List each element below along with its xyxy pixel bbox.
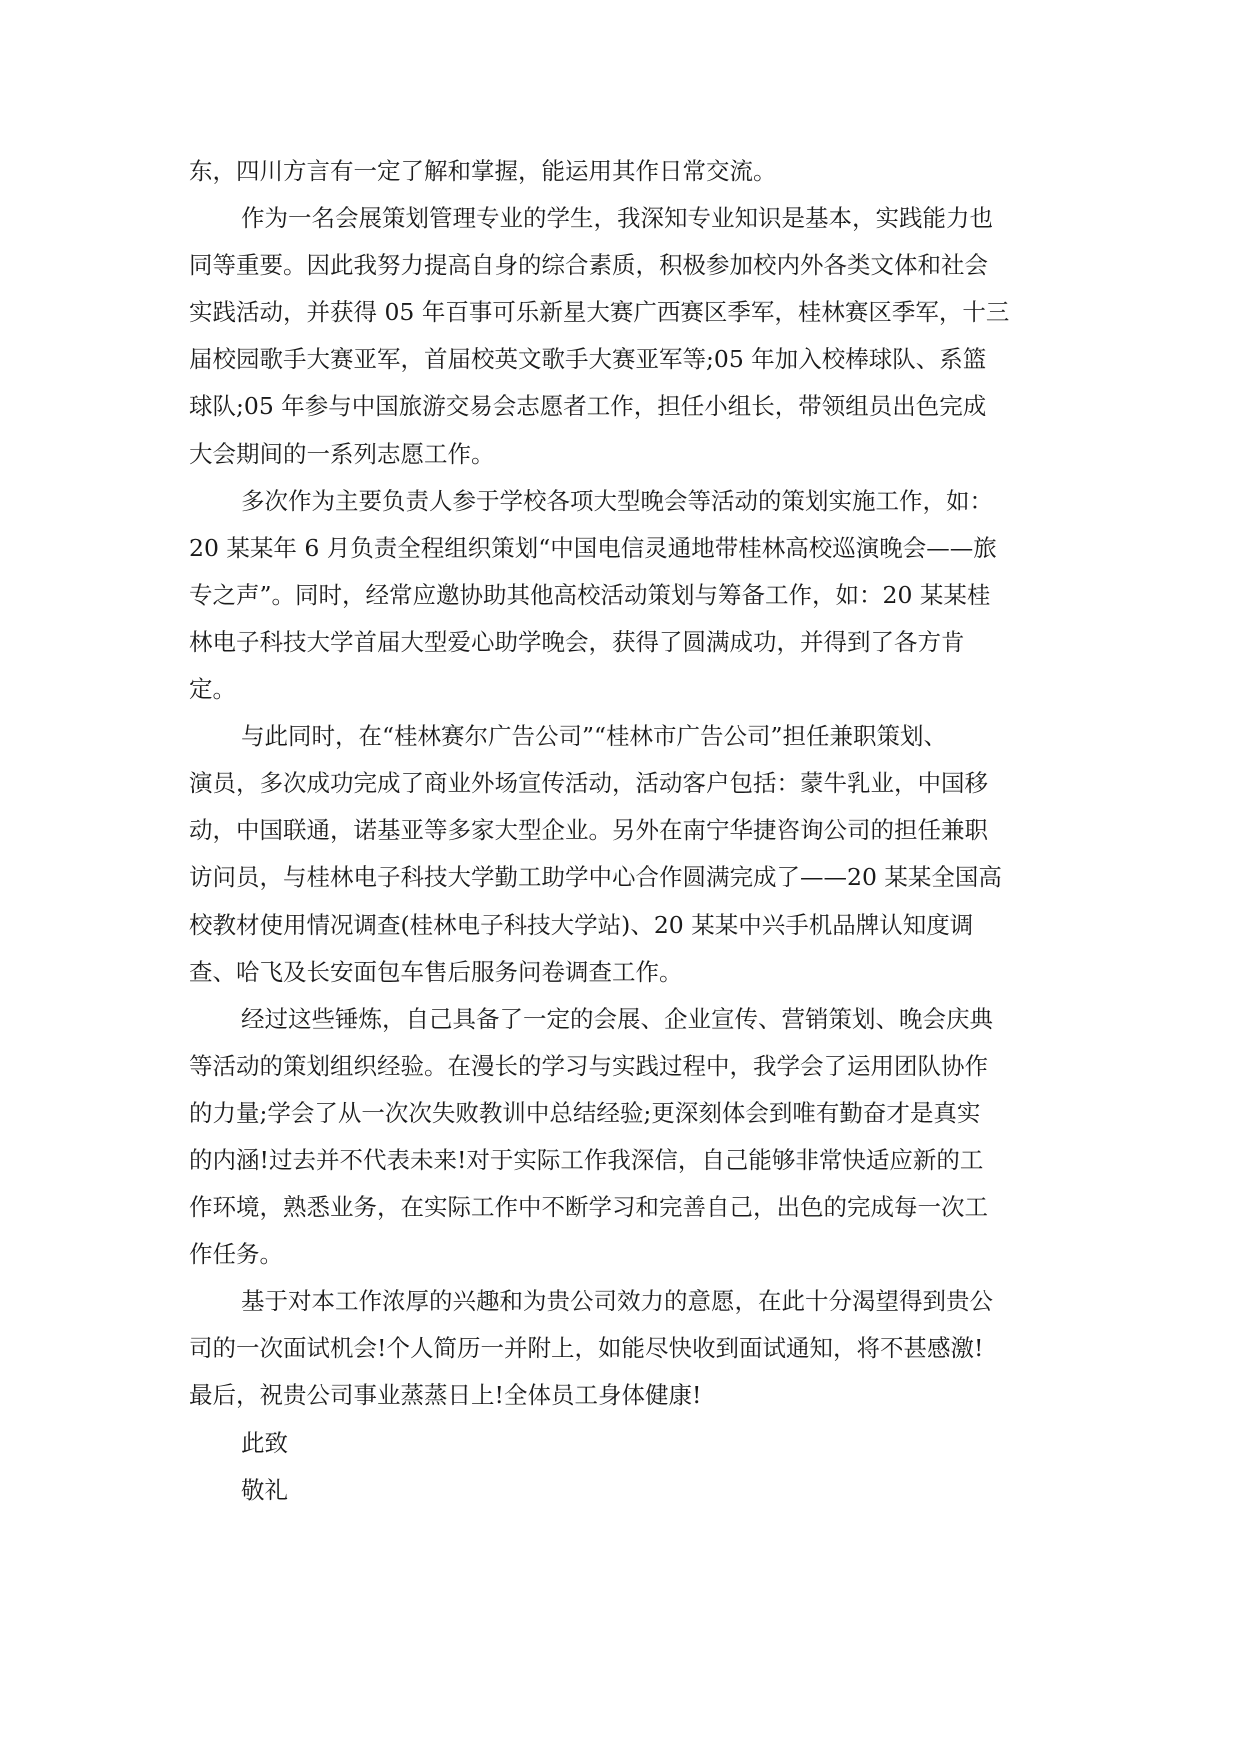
text-line: 等活动的策划组织经验。在漫长的学习与实践过程中，我学会了运用团队协作 [189,1051,988,1080]
text-line: 作环境，熟悉业务，在实际工作中不断学习和完善自己，出色的完成每一次工 [189,1193,988,1222]
text-line: 多次作为主要负责人参于学校各项大型晚会等活动的策划实施工作，如： [241,486,993,515]
closing-regards: 敬礼 [241,1475,288,1504]
closing-salutation: 此致 [241,1428,288,1457]
text-line: 定。 [189,675,236,704]
text-line: 的力量;学会了从一次次失败教训中总结经验;更深刻体会到唯有勤奋才是真实 [189,1098,981,1127]
text-line: 经过这些锤炼，自己具备了一定的会展、企业宣传、营销策划、晚会庆典 [241,1004,993,1033]
text-line: 专之声”。同时，经常应邀协助其他高校活动策划与筹备工作，如：20 某某桂 [189,580,991,609]
text-line: 演员，多次成功完成了商业外场宣传活动，活动客户包括：蒙牛乳业，中国移 [189,769,988,798]
text-line: 球队;05 年参与中国旅游交易会志愿者工作，担任小组长，带领组员出色完成 [189,392,987,421]
text-line: 最后，祝贵公司事业蒸蒸日上!全体员工身体健康! [189,1381,702,1410]
text-line: 林电子科技大学首届大型爱心助学晚会，获得了圆满成功，并得到了各方肯 [189,627,965,656]
text-line: 与此同时，在“桂林赛尔广告公司”“桂林市广告公司”担任兼职策划、 [241,722,948,751]
text-line: 访问员，与桂林电子科技大学勤工助学中心合作圆满完成了——20 某某全国高 [189,863,1002,892]
text-line: 司的一次面试机会!个人简历一并附上，如能尽快收到面试通知，将不甚感激! [189,1334,984,1363]
text-line: 实践活动，并获得 05 年百事可乐新星大赛广西赛区季军，桂林赛区季军，十三 [189,298,1010,327]
text-line: 同等重要。因此我努力提高自身的综合素质，积极参加校内外各类文体和社会 [189,251,988,280]
text-line: 作任务。 [189,1240,283,1269]
text-line: 届校园歌手大赛亚军，首届校英文歌手大赛亚军等;05 年加入校棒球队、系篮 [189,345,987,374]
text-line: 20 某某年 6 月负责全程组织策划“中国电信灵通地带桂林高校巡演晚会——旅 [189,533,997,562]
text-line: 东，四川方言有一定了解和掌握，能运用其作日常交流。 [189,157,777,185]
letter-body [189,148,1053,1514]
text-line: 查、哈飞及长安面包车售后服务问卷调查工作。 [189,957,683,986]
text-line: 大会期间的一系列志愿工作。 [189,439,495,468]
text-line: 作为一名会展策划管理专业的学生，我深知专业知识是基本，实践能力也 [241,204,993,233]
text-line: 校教材使用情况调查(桂林电子科技大学站)、20 某某中兴手机品牌认知度调 [189,910,974,939]
text-line: 的内涵!过去并不代表未来!对于实际工作我深信，自己能够非常快适应新的工 [189,1145,984,1174]
text-line: 基于对本工作浓厚的兴趣和为贵公司效力的意愿，在此十分渴望得到贵公 [241,1287,993,1316]
text-line: 动，中国联通，诺基亚等多家大型企业。另外在南宁华捷咨询公司的担任兼职 [189,816,988,845]
